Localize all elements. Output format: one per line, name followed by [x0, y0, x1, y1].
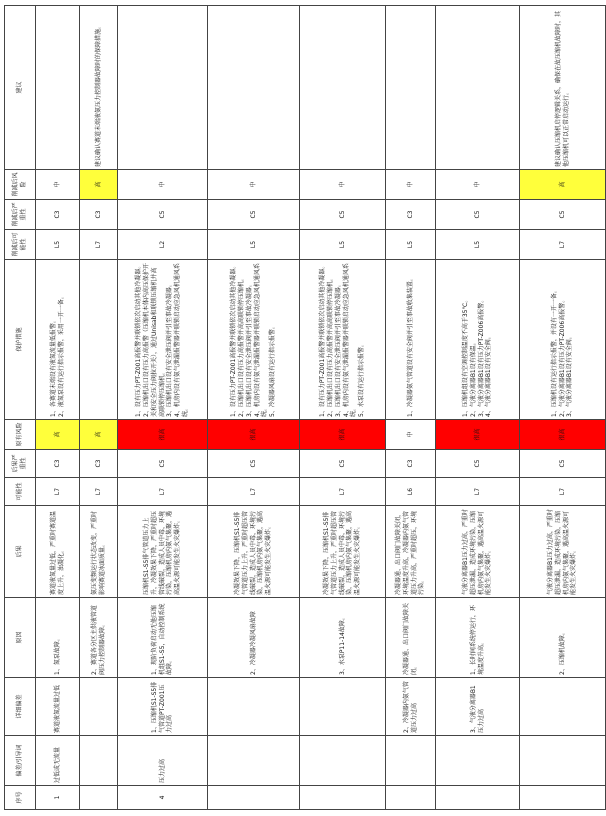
measures-cell — [300, 260, 386, 420]
header-suggestion: 建议 — [5, 6, 36, 170]
row-number — [386, 786, 436, 810]
table-header-row — [5, 6, 36, 810]
deviation-cell: 3、气液分离器B1压力过高 — [436, 678, 520, 736]
measures-cell — [520, 260, 606, 420]
cause-cell: 1、现阶负荷启动无他压缩机组S1-S5，自动控制系统故障。 — [118, 598, 208, 678]
severity-after-cell: C5 — [118, 200, 208, 230]
measure-line: 1、设有压力PT-Z001高报警并联锁依次启动其他冷凝器。 — [319, 262, 327, 417]
likelihood-after-cell: L5 — [436, 230, 520, 260]
consequence-cell: 赛道液氮量过低，严重时赛道温度上升，浊凝化。 — [36, 506, 80, 598]
likelihood-after-cell: L5 — [300, 230, 386, 260]
likelihood-after-cell: L2 — [118, 230, 208, 260]
suggestion-cell — [300, 6, 386, 170]
severity-after-cell: C5 — [300, 200, 386, 230]
likelihood-after-cell: L5 — [208, 230, 300, 260]
measure-line: 3、气液分离器B1设有安全阀。 — [566, 333, 574, 417]
risk-cell: 高 — [80, 420, 118, 450]
measure-line: 4、气液分离器B1设有安全阀。 — [485, 333, 493, 417]
cause-cell: 2、压缩机故障。 — [520, 598, 606, 678]
severity-after-cell: C5 — [208, 200, 300, 230]
measures-cell — [80, 260, 118, 420]
risk-cell: 中 — [386, 420, 436, 450]
measure-line: 3、压缩机出口设有安全泄压阀并引至事故冷凝器。 — [334, 281, 342, 417]
severity-cell: C5 — [520, 450, 606, 478]
measure-line: 1、设有压力PT-Z001高报警并联锁依次启动其他冷凝器。 — [230, 262, 238, 417]
measures-cell — [118, 260, 208, 420]
header-likelihood-after: 削减后可能性 — [5, 230, 36, 260]
measures-cell — [36, 260, 80, 420]
cause-cell: 2、冷凝器冷凝风扇故障 — [208, 598, 300, 678]
header-guideword: 偏差/引导词 — [5, 736, 36, 786]
likelihood-cell: L7 — [208, 478, 300, 506]
header-risk: 原有风险 — [5, 420, 36, 450]
table-row — [300, 6, 386, 810]
row-number — [436, 786, 520, 810]
cause-cell: 1、长时间系统停运行，环境温度升高。 — [436, 598, 520, 678]
measure-line: 4、机房内设有氨气泄漏报警器并联锁启动应急风机通风系统。 — [253, 263, 269, 417]
table-row — [436, 6, 520, 810]
severity-cell: C3 — [80, 450, 118, 478]
deviation-cell: 1、压缩机S1-S5排气管道PT-Z001压力过高 — [118, 678, 208, 736]
header-risk-after: 削减后风险 — [5, 170, 36, 200]
measure-line: 1、设有压力PT-Z001高报警并联锁依次启动其他冷凝器。 — [135, 262, 143, 417]
likelihood-cell: L7 — [36, 478, 80, 506]
header-cause: 原因 — [5, 598, 36, 678]
header-consequence: 后果 — [5, 506, 36, 598]
guideword-cell — [520, 736, 606, 786]
risk-after-cell: 中 — [386, 170, 436, 200]
severity-cell: C5 — [436, 450, 520, 478]
hazop-table — [4, 5, 606, 810]
table-row — [36, 6, 80, 810]
guideword-cell — [80, 736, 118, 786]
severity-after-cell: C3 — [386, 200, 436, 230]
guideword-cell: 过低或无流量 — [36, 736, 80, 786]
row-number — [300, 786, 386, 810]
consequence-cell: 气液分离器B1压力过高，严重时超压泄漏，造成环境污染，压缩机房内氨气集聚，遇高温火源可能发生火灾爆炸。 — [520, 506, 606, 598]
measure-line: 2、压缩机出口设有压力高报警并高高联锁停压缩机。 — [237, 275, 245, 417]
measures-cell — [436, 260, 520, 420]
measure-line: 2、气液分离器B1设有保温。 — [469, 339, 477, 417]
severity-after-cell: C5 — [436, 200, 520, 230]
consequence-cell: 气液分离器B1压力过高，严重时超压泄漏，造成环境污染，压缩机房内氨气集聚，遇高温火源可能发生火灾爆炸。 — [436, 506, 520, 598]
suggestion-cell — [208, 6, 300, 170]
measure-line: 3、压缩机出口设有安全泄压阀并引至事故冷凝器。 — [166, 281, 174, 417]
deviation-cell — [80, 678, 118, 736]
risk-after-cell: 中 — [208, 170, 300, 200]
header-no: 序号 — [5, 786, 36, 810]
severity-cell: C5 — [300, 450, 386, 478]
measure-line: 1、压缩机设有运行指示报警，并设有一开一备。 — [550, 287, 558, 417]
measure-line: 2、液氮泵设有运行指示报警，采用一开一备。 — [57, 293, 65, 417]
risk-after-cell: 中 — [436, 170, 520, 200]
row-number: 1 — [36, 786, 80, 810]
measure-line: 2、压缩机出口设有压力高报警并高高联锁停压缩机。 — [326, 275, 334, 417]
cause-cell: 冷凝器通、出口阀门故障关闭。 — [386, 598, 436, 678]
deviation-cell: 2、冷凝器内氨气管道压力过高 — [386, 678, 436, 736]
suggestion-cell — [36, 6, 80, 170]
risk-cell: 高 — [36, 420, 80, 450]
guideword-cell — [300, 736, 386, 786]
risk-cell: 很高 — [520, 420, 606, 450]
measure-line: 2、压缩机出口设有压力高报警（压缩机本体内高压保护开关和安全压力阀拉开关），通过Unisab和联锁压缩机并高高联锁停压缩机。 — [143, 263, 166, 417]
table-row — [386, 6, 436, 810]
suggestion-cell: 建议确认赛道末端液氨压力控制器故障时的保障措施。 — [80, 6, 118, 170]
severity-cell: C3 — [36, 450, 80, 478]
deviation-cell — [208, 678, 300, 736]
deviation-cell: 赛道液氮流量过低 — [36, 678, 80, 736]
likelihood-after-cell: L5 — [36, 230, 80, 260]
risk-after-cell: 中 — [300, 170, 386, 200]
row-number — [80, 786, 118, 810]
consequence-cell: 冷凝效果下降，压缩机S1-S5排气管道压力上升，严重时超压管线破裂，造成人员中毒，环境污染，压缩机房内氨气集聚，遇高温火源可能发生火灾爆炸。 — [208, 506, 300, 598]
consequence-cell: 氨压变频运行状态改变，严重时影响赛道冰面质量。 — [80, 506, 118, 598]
table-row — [208, 6, 300, 810]
header-severity-after: 削减后严重性 — [5, 200, 36, 230]
suggestion-cell — [436, 6, 520, 170]
deviation-cell — [520, 678, 606, 736]
measure-line: 4、机房内设有氨气泄漏报警器并联锁启动应急风机通风系统。 — [342, 263, 358, 417]
risk-after-cell: 中 — [118, 170, 208, 200]
risk-cell: 很高 — [300, 420, 386, 450]
deviation-cell — [300, 678, 386, 736]
measures-cell — [386, 260, 436, 420]
table-row — [80, 6, 118, 810]
likelihood-after-cell: L7 — [520, 230, 606, 260]
table-row — [520, 6, 606, 810]
guideword-cell — [208, 736, 300, 786]
header-likelihood: 可能性 — [5, 478, 36, 506]
suggestion-cell — [118, 6, 208, 170]
likelihood-cell: L7 — [80, 478, 118, 506]
measure-line: 1、冷凝器氨气管道设有安全阀并引至事故收集装置。 — [406, 275, 414, 417]
severity-after-cell: C3 — [36, 200, 80, 230]
severity-cell: C3 — [386, 450, 436, 478]
consequence-cell: 冷凝器通、出口阀门故障关闭，环境温度升高，冷凝器内氨气管道压力升高，严重时超压，环境污染。 — [386, 506, 436, 598]
header-measures: 保护措施 — [5, 260, 36, 420]
row-number — [208, 786, 300, 810]
measure-line: 5、冷凝器风扇设有运行指示报警。 — [269, 323, 277, 417]
cause-cell: 1、氮泵故障。 — [36, 598, 80, 678]
likelihood-cell: L7 — [300, 478, 386, 506]
cause-cell: 3、水泵P11-14故障。 — [300, 598, 386, 678]
consequence-cell: 冷凝效果下降，压缩机S1-S5排气管道压力上升，严重时超压管线破裂，造成人员中毒，环境污染，压缩机房内氨气集聚，遇高温火源可能发生火灾爆炸。 — [300, 506, 386, 598]
risk-after-cell: 高 — [520, 170, 606, 200]
suggestion-cell: 建议确认压缩机启停逻辑关系，确保在故压缩机故障时，其他压缩机可以正常启动运行。 — [520, 6, 606, 170]
risk-cell: 很高 — [208, 420, 300, 450]
guideword-cell — [436, 736, 520, 786]
severity-after-cell: C3 — [80, 200, 118, 230]
table-body — [36, 6, 606, 810]
row-number: 4 — [118, 786, 208, 810]
risk-after-cell: 高 — [80, 170, 118, 200]
likelihood-cell: L7 — [118, 478, 208, 506]
header-severity: 后果严重性 — [5, 450, 36, 478]
cause-cell: 2、赛道各分区主供液管道阀压力控制器故障。 — [80, 598, 118, 678]
risk-cell: 很高 — [436, 420, 520, 450]
header-deviation: 详细偏差 — [5, 678, 36, 736]
risk-after-cell: 中 — [36, 170, 80, 200]
risk-cell: 很高 — [118, 420, 208, 450]
consequence-cell: 压缩机S1-S5排气管道压力上升，冷凝效果下降，严重时超压管线破裂，造成人员中毒，环境污染，压缩机房内氨气集聚，遇高温火源可能发生火灾爆炸。 — [118, 506, 208, 598]
suggestion-cell — [386, 6, 436, 170]
measure-line: 2、气液分离器B1设有压力PT-Z006高报警。 — [558, 296, 566, 417]
table-row — [118, 6, 208, 810]
measure-line: 3、气液分离器B1设有压力PT-Z006高报警。 — [477, 296, 485, 417]
likelihood-cell: L6 — [386, 478, 436, 506]
measure-line: 5、水泵设有运行指示报警。 — [358, 341, 366, 417]
severity-cell: C5 — [208, 450, 300, 478]
likelihood-cell: L7 — [436, 478, 520, 506]
likelihood-cell: L7 — [520, 478, 606, 506]
measures-cell — [208, 260, 300, 420]
likelihood-after-cell: L7 — [80, 230, 118, 260]
measure-line: 1、各赛道末端设有液氮流量低报警。 — [49, 317, 57, 417]
row-number — [520, 786, 606, 810]
severity-after-cell: C5 — [520, 200, 606, 230]
likelihood-after-cell: L5 — [386, 230, 436, 260]
guideword-cell: 压力过高 — [118, 736, 208, 786]
measure-line: 3、压缩机出口设有安全泄压阀并引至事故冷凝器。 — [245, 281, 253, 417]
guideword-cell — [386, 736, 436, 786]
measure-line: 4、机房内设有氨气泄漏报警器并联锁启动应急风机通风系统。 — [174, 263, 189, 417]
severity-cell: C5 — [118, 450, 208, 478]
measure-line: 1、压缩机组设有空调控制温度不高于35℃。 — [461, 296, 469, 417]
